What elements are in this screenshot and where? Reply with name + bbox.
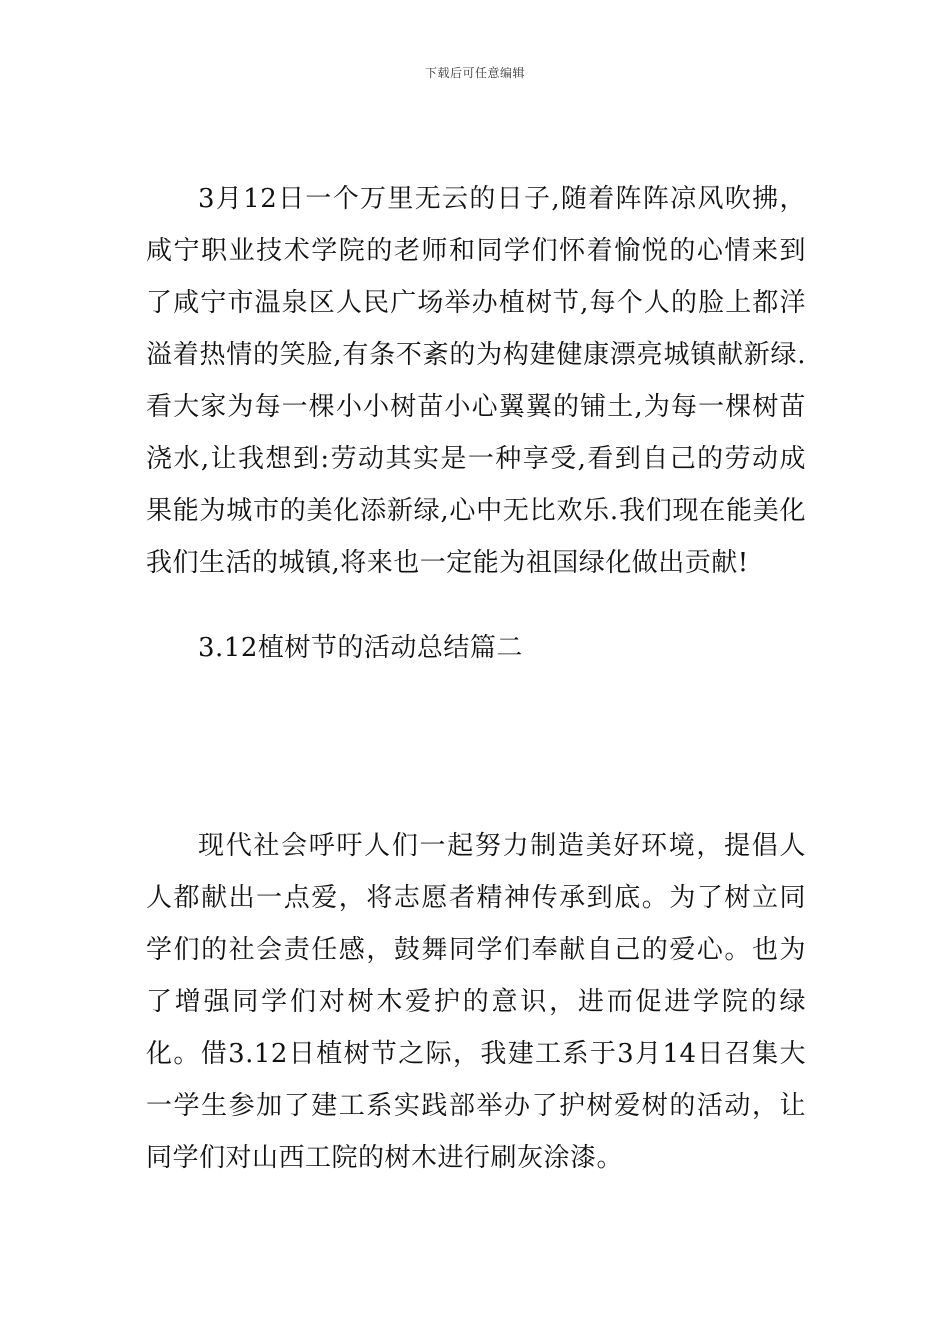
body-paragraph-2: 现代社会呼吁人们一起努力制造美好环境，提倡人人都献出一点爱，将志愿者精神传承到底。为了树立同学们的社会责任感，鼓舞同学们奉献自己的爱心。也为了增强同学们对树木爱护的意识，进而促进学院的绿化。借3.12日植树节之际，我建工系于3月14日召集大一学生参加了建工系实践部举办了护树爱树的活动，让同学们对山西工院的树木进行刷灰涂漆。 bbox=[146, 831, 806, 1173]
page-header: 下载后可任意编辑 bbox=[424, 66, 525, 80]
section-heading: 3.12植树节的活动总结篇二 bbox=[198, 633, 523, 663]
body-paragraph-1: 3月12日一个万里无云的日子,随着阵阵凉风吹拂，咸宁职业技术学院的老师和同学们怀着愉悦的心情来到了咸宁市温泉区人民广场举办植树节,每个人的脸上都洋溢着热情的笑脸,有条不紊的为构建健康漂亮城镇献新绿.看大家为每一棵小小树苗小心翼翼的铺土,为每一棵树苗浇水,让我想到:劳动其实是一种享受,看到自己的劳动成果能为城市的美化添新绿,心中无比欢乐.我们现在能美化我们生活的城镇,将来也一定能为祖国绿化做出贡献! bbox=[146, 184, 806, 578]
